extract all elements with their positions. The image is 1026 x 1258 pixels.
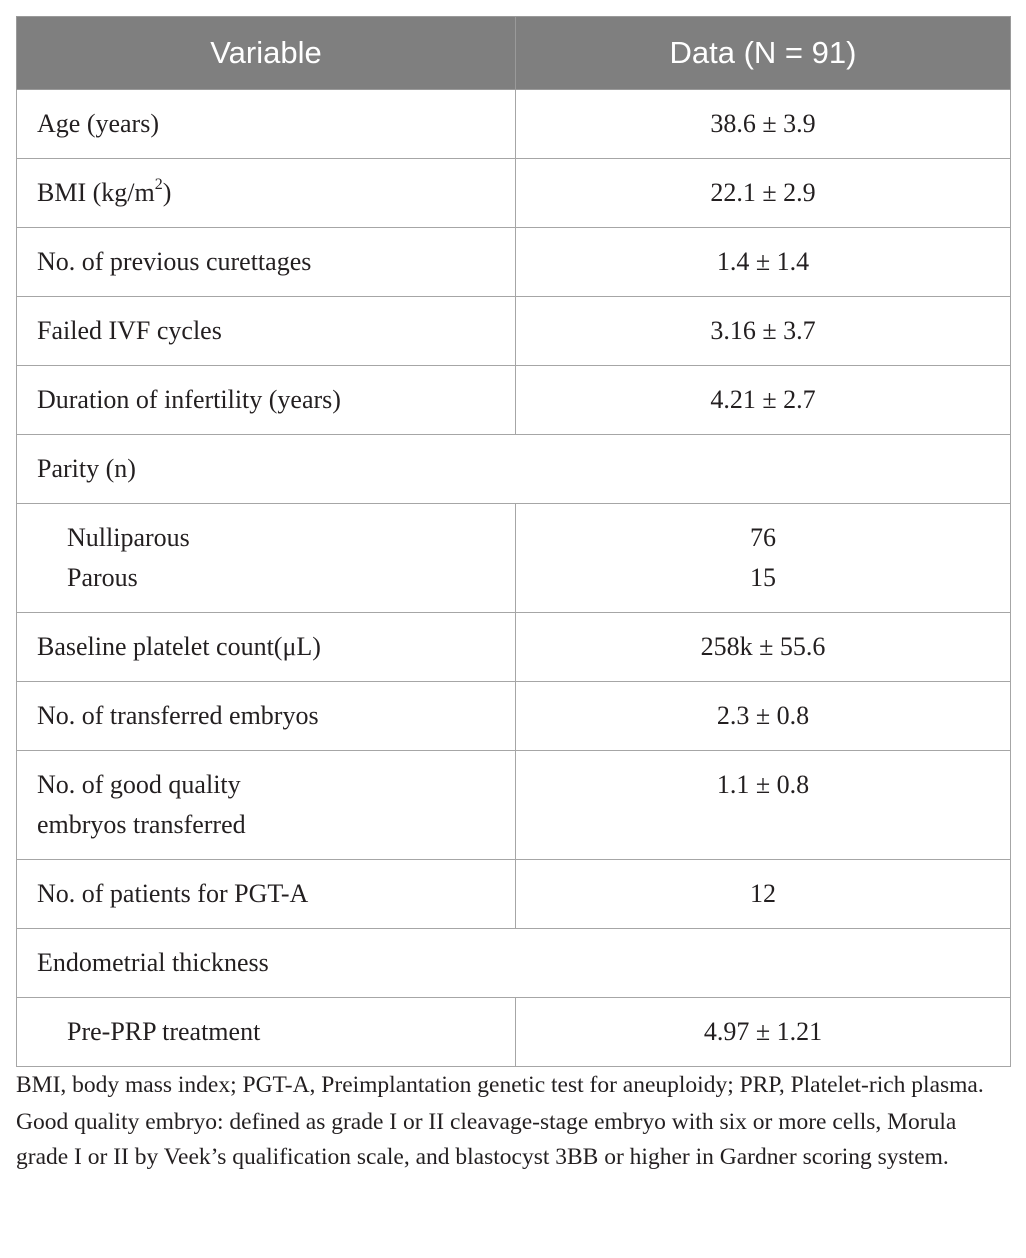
footnote-abbreviations: BMI, body mass index; PGT-A, Preimplantation genetic test for aneuploidy; PRP, Platelet-rich plasma. [16, 1072, 984, 1098]
row-value: 2.3 ± 0.8 [516, 682, 1011, 751]
table-section-row [17, 929, 1011, 998]
sub-value-nulliparous: 76 [750, 523, 776, 552]
table-row [17, 682, 1011, 751]
section-label-endometrial: Endometrial thickness [17, 929, 1011, 998]
table-row [17, 90, 1011, 159]
header-variable: Variable [17, 17, 516, 90]
row-value: 3.16 ± 3.7 [516, 297, 1011, 366]
sub-label-nulliparous: Nulliparous [67, 523, 190, 552]
footnote-definition: Good quality embryo: defined as grade I or II cleavage-stage embryo with six or more cells, Morula grade I or II by Veek’s qualification scale, and blastocyst 3BB or higher in Gardner scoring system. [16, 1109, 957, 1170]
patient-characteristics-table [16, 16, 1011, 1067]
row-label: Age (years) [17, 90, 516, 159]
table-row [17, 297, 1011, 366]
row-label: Duration of infertility (years) [17, 366, 516, 435]
table-row [17, 228, 1011, 297]
table-row [17, 613, 1011, 682]
data-table-container [16, 16, 1010, 1067]
table-row [17, 159, 1011, 228]
bmi-label-superscript: 2 [154, 176, 163, 194]
header-data: Data (N = 91) [516, 17, 1011, 90]
row-value: 4.97 ± 1.21 [516, 998, 1011, 1067]
row-label [17, 159, 516, 228]
row-label: No. of transferred embryos [17, 682, 516, 751]
row-value: 4.21 ± 2.7 [516, 366, 1011, 435]
table-row [17, 860, 1011, 929]
bmi-label-close: ) [162, 178, 172, 207]
table-section-row [17, 435, 1011, 504]
row-label: Pre-PRP treatment [17, 998, 516, 1067]
row-value: 22.1 ± 2.9 [516, 159, 1011, 228]
row-label [17, 751, 516, 860]
bmi-label-text: BMI (kg/m [37, 178, 155, 207]
table-row [17, 998, 1011, 1067]
row-value: 38.6 ± 3.9 [516, 90, 1011, 159]
row-label-line: No. of good quality [37, 770, 241, 799]
row-label: Failed IVF cycles [17, 297, 516, 366]
row-label: Baseline platelet count(μL) [17, 613, 516, 682]
section-label-parity: Parity (n) [17, 435, 1011, 504]
row-value: 1.1 ± 0.8 [516, 751, 1011, 860]
row-value [516, 504, 1011, 613]
row-value: 12 [516, 860, 1011, 929]
row-label-line: embryos transferred [37, 810, 246, 839]
row-label: No. of patients for PGT-A [17, 860, 516, 929]
sub-label-parous: Parous [67, 563, 138, 592]
row-value: 258k ± 55.6 [516, 613, 1011, 682]
sub-value-parous: 15 [750, 563, 776, 592]
row-label [17, 504, 516, 613]
table-row [17, 504, 1011, 613]
row-value: 1.4 ± 1.4 [516, 228, 1011, 297]
row-label: No. of previous curettages [17, 228, 516, 297]
table-footnotes [16, 1068, 1010, 1177]
table-row [17, 751, 1011, 860]
table-header-row [17, 17, 1011, 90]
table-row [17, 366, 1011, 435]
